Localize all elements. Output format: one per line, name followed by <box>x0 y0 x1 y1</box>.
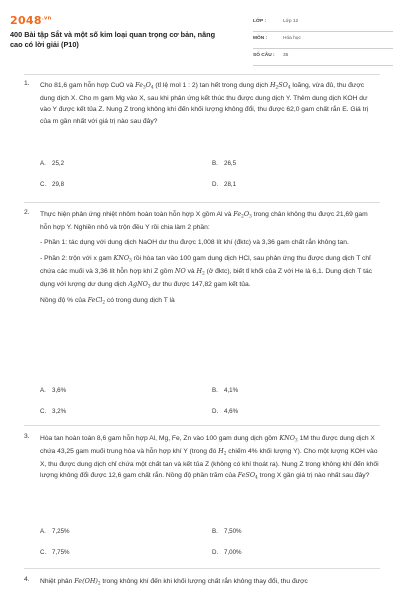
text-segment: trong X gần giá trị nào nhất sau đây? <box>257 472 370 480</box>
answer-option-a[interactable] <box>40 387 66 394</box>
divider <box>24 202 380 203</box>
answer-options <box>40 528 380 562</box>
formula-h2: $H_2$ <box>196 266 205 276</box>
question-number: 3. <box>24 433 30 440</box>
option-letter: D. <box>212 408 219 415</box>
formula-feoh2: $Fe(OH)_2$ <box>74 577 101 586</box>
option-letter: B. <box>212 160 218 167</box>
meta-value: Lớp 12 <box>283 19 299 24</box>
option-text: 25,2 <box>52 160 65 167</box>
formula-h2so4: $H_2SO_4$ <box>269 81 291 90</box>
text-segment: rồi hòa tan vào 100 gam dung dịch HCl, sau phản ứng thu được dung dịch T chỉ chứa các muối và 3,36 lít hỗn hợp khí Z gồm <box>40 254 371 275</box>
option-letter: C. <box>40 549 47 556</box>
question-number: 2. <box>24 209 30 216</box>
option-letter: B. <box>212 387 218 394</box>
text-segment: (tỉ lệ mol 1 : 2) tan hết trong dung dịch <box>153 82 270 89</box>
answer-option-c[interactable] <box>40 549 70 556</box>
answer-options <box>40 387 380 421</box>
formula-fe2o3: $Fe_2O_3$ <box>233 210 252 219</box>
option-letter: D. <box>212 181 219 188</box>
text-segment: loãng, vừa đủ, thu được dung dịch X. Cho m gam Mg vào X, sau khi phản ứng kết thúc thu được dung dịch Y. Thêm dung dịch KOH dư vào Y được kết tủa Z. Nung Z trong không khí đến khối lượng không đổi, thu được 62,0 gam chất rắn E. Giá trị của m gần nhất với giá trị nào sau đây? <box>40 82 369 125</box>
formula-agno3: AgNO$_3$ <box>128 279 151 289</box>
text-segment: Nồng độ % của <box>40 297 88 305</box>
formula-kno3: $KNO_3$ <box>113 253 132 263</box>
option-letter: C. <box>40 181 47 188</box>
part-1-text: - Phần 1: tác dụng với dung dịch NaOH dư thu được 1,008 lít khí (đktc) và 3,36 gam chất rắn không tan. <box>40 239 349 247</box>
option-text: 28,1 <box>224 181 237 188</box>
divider <box>24 425 380 426</box>
meta-label: SỐ CÂU : <box>253 53 275 58</box>
option-text: 3,2% <box>52 408 67 415</box>
question-text <box>40 209 380 312</box>
answer-option-d[interactable] <box>212 549 242 556</box>
text-segment: trong không khí đến khi khối lượng chất rắn không thay đổi, thu được <box>100 578 308 585</box>
option-letter: A. <box>40 160 46 167</box>
meta-label: LỚP : <box>253 19 267 24</box>
option-letter: D. <box>212 549 219 556</box>
option-text: 3,6% <box>52 387 67 394</box>
answer-option-d[interactable] <box>212 181 236 188</box>
document-title: 400 Bài tập Sắt và một số kim loại quan trọng cơ bản, nâng cao có lời giải (P10) <box>10 30 216 49</box>
document-header <box>0 0 400 56</box>
divider <box>24 568 380 569</box>
question-text <box>40 433 380 487</box>
answer-option-a[interactable] <box>40 528 70 535</box>
option-text: 7,25% <box>52 528 70 535</box>
option-text: 29,8 <box>52 181 65 188</box>
option-letter: A. <box>40 387 46 394</box>
document-meta <box>253 15 393 66</box>
formula-h2: $H_2$ <box>218 446 227 456</box>
meta-row-count <box>253 49 393 66</box>
option-letter: C. <box>40 408 47 415</box>
option-text: 4,6% <box>224 408 239 415</box>
question-number: 1. <box>24 80 30 87</box>
formula-feso4: FeSO$_4$ <box>237 471 258 480</box>
meta-row-class <box>253 15 393 32</box>
answer-option-c[interactable] <box>40 408 66 415</box>
option-text: 7,00% <box>224 549 242 556</box>
option-text: 4,1% <box>224 387 239 394</box>
text-segment: chiếm 4% khối lượng Y). Cho một lượng KOH vào X, thu được dung dịch chỉ chứa một chất tan và kết tủa Z (không có khí thoát ra). Nung Z trong không khí đến khối lượng không đổi được 12,6 gam chất rắn. Nồng độ phần trăm của <box>40 447 379 480</box>
question-text <box>40 80 380 131</box>
meta-value: Hóa học <box>283 36 301 41</box>
answer-option-b[interactable] <box>212 387 238 394</box>
text-segment: Thực hiện phản ứng nhiệt nhôm hoàn toàn hỗn hợp X gồm Al và <box>40 211 234 218</box>
text-segment: Hòa tan hoàn toàn 8,6 gam hỗn hợp Al, Mg, Fe, Zn vào 100 gam dung dịch gồm <box>40 435 280 442</box>
question-text <box>40 576 380 593</box>
divider <box>24 74 380 75</box>
logo-text: 2048 <box>10 14 42 27</box>
text-segment: Nhiệt phân <box>40 578 75 585</box>
option-letter: A. <box>40 528 46 535</box>
question-number: 4. <box>24 576 30 583</box>
text-segment: - Phần 2: trộn với x gam <box>40 254 114 262</box>
formula-fecl2: FeCl$_2$ <box>87 296 106 305</box>
formula-kno3: $KNO_3$ <box>279 434 298 443</box>
text-segment: dư thu được 147,82 gam kết tủa. <box>150 280 251 288</box>
option-letter: B. <box>212 528 218 535</box>
formula-fe3o4: $Fe_3O_4$ <box>135 81 154 90</box>
meta-label: MÔN : <box>253 36 268 41</box>
option-text: 7,75% <box>52 549 70 556</box>
answer-options <box>40 160 380 194</box>
text-segment: Cho 81,6 gam hỗn hợp CuO và <box>40 82 136 89</box>
answer-option-a[interactable] <box>40 160 64 167</box>
meta-row-subject <box>253 32 393 49</box>
text-segment: và <box>185 267 197 275</box>
answer-option-c[interactable] <box>40 181 64 188</box>
answer-option-b[interactable] <box>212 528 242 535</box>
formula-no: NO <box>174 266 186 275</box>
answer-option-d[interactable] <box>212 408 238 415</box>
text-segment: trong chân không thu được 21,69 gam hỗn hợp Y. Nghiền nhỏ và trộn đều Y rồi chia làm 2 phần: <box>40 211 368 231</box>
option-text: 26,5 <box>224 160 237 167</box>
text-segment: (ở đktc), biết tỉ khối của Z với He là 6,1. Dung dịch T tác dụng với lượng dư dung dịch <box>40 267 373 288</box>
text-segment: có trong dung dịch T là <box>105 297 175 305</box>
logo-suffix: .vn <box>41 15 52 22</box>
meta-value: 35 <box>283 53 289 58</box>
option-text: 7,50% <box>224 528 242 535</box>
text-segment: 1M thu được dung dịch X chứa 43,25 gam muối trung hòa và hỗn hợp khí Y (trong đó <box>40 435 375 455</box>
site-logo[interactable] <box>10 14 51 27</box>
answer-option-b[interactable] <box>212 160 236 167</box>
